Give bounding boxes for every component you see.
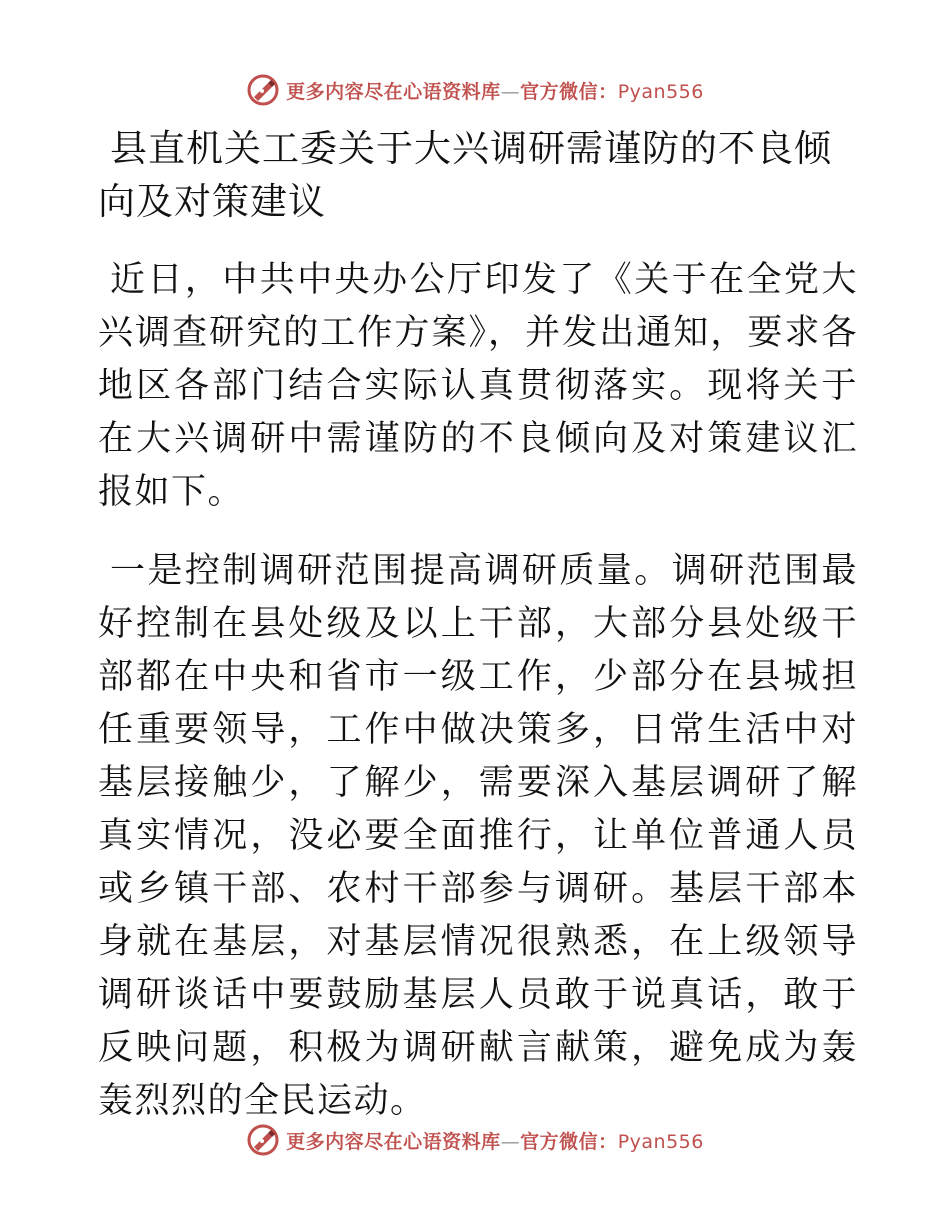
footer-wechat-id: Pyan556 bbox=[617, 1130, 704, 1153]
footer-wechat-label: 官方微信： bbox=[520, 1130, 618, 1153]
pen-logo-icon bbox=[246, 1123, 280, 1157]
pen-logo-icon bbox=[246, 73, 280, 107]
document-title: 县直机关工委关于大兴调研需谨防的不良倾向及对策建议 bbox=[98, 127, 832, 223]
header-wechat-id: Pyan556 bbox=[617, 80, 704, 103]
document-body bbox=[98, 122, 858, 1154]
header-banner-text bbox=[286, 77, 704, 104]
footer-dash: — bbox=[500, 1130, 521, 1153]
header-wechat-label: 官方微信： bbox=[520, 80, 618, 103]
footer-site-text: 更多内容尽在心语资料库 bbox=[286, 1130, 501, 1153]
header-site-text: 更多内容尽在心语资料库 bbox=[286, 80, 501, 103]
paragraph-intro: 近日，中共中央办公厅印发了《关于在全党大兴调查研究的工作方案》，并发出通知，要求各地区各部门结合实际认真贯彻落实。现将关于在大兴调研中需谨防的不良倾向及对策建议汇报如下。 bbox=[98, 260, 858, 512]
paragraph-point-one: 一是控制调研范围提高调研质量。调研范围最好控制在县处级及以上干部，大部分县处级干部都在中央和省市一级工作，少部分在县城担任重要领导，工作中做决策多，日常生活中对基层接触少，了解少，需要深入基层调研了解真实情况，没必要全面推行，让单位普通人员或乡镇干部、农村干部参与调研。基层干部本身就在基层，对基层情况很熟悉，在上级领导调研谈话中要鼓励基层人员敢于说真话，敢于反映问题，积极为调研献言献策，避免成为轰轰烈烈的全民运动。 bbox=[98, 551, 858, 1121]
footer-banner-text bbox=[286, 1127, 704, 1154]
footer-watermark-banner bbox=[0, 1120, 950, 1160]
header-dash: — bbox=[500, 80, 521, 103]
header-watermark-banner bbox=[0, 70, 950, 110]
